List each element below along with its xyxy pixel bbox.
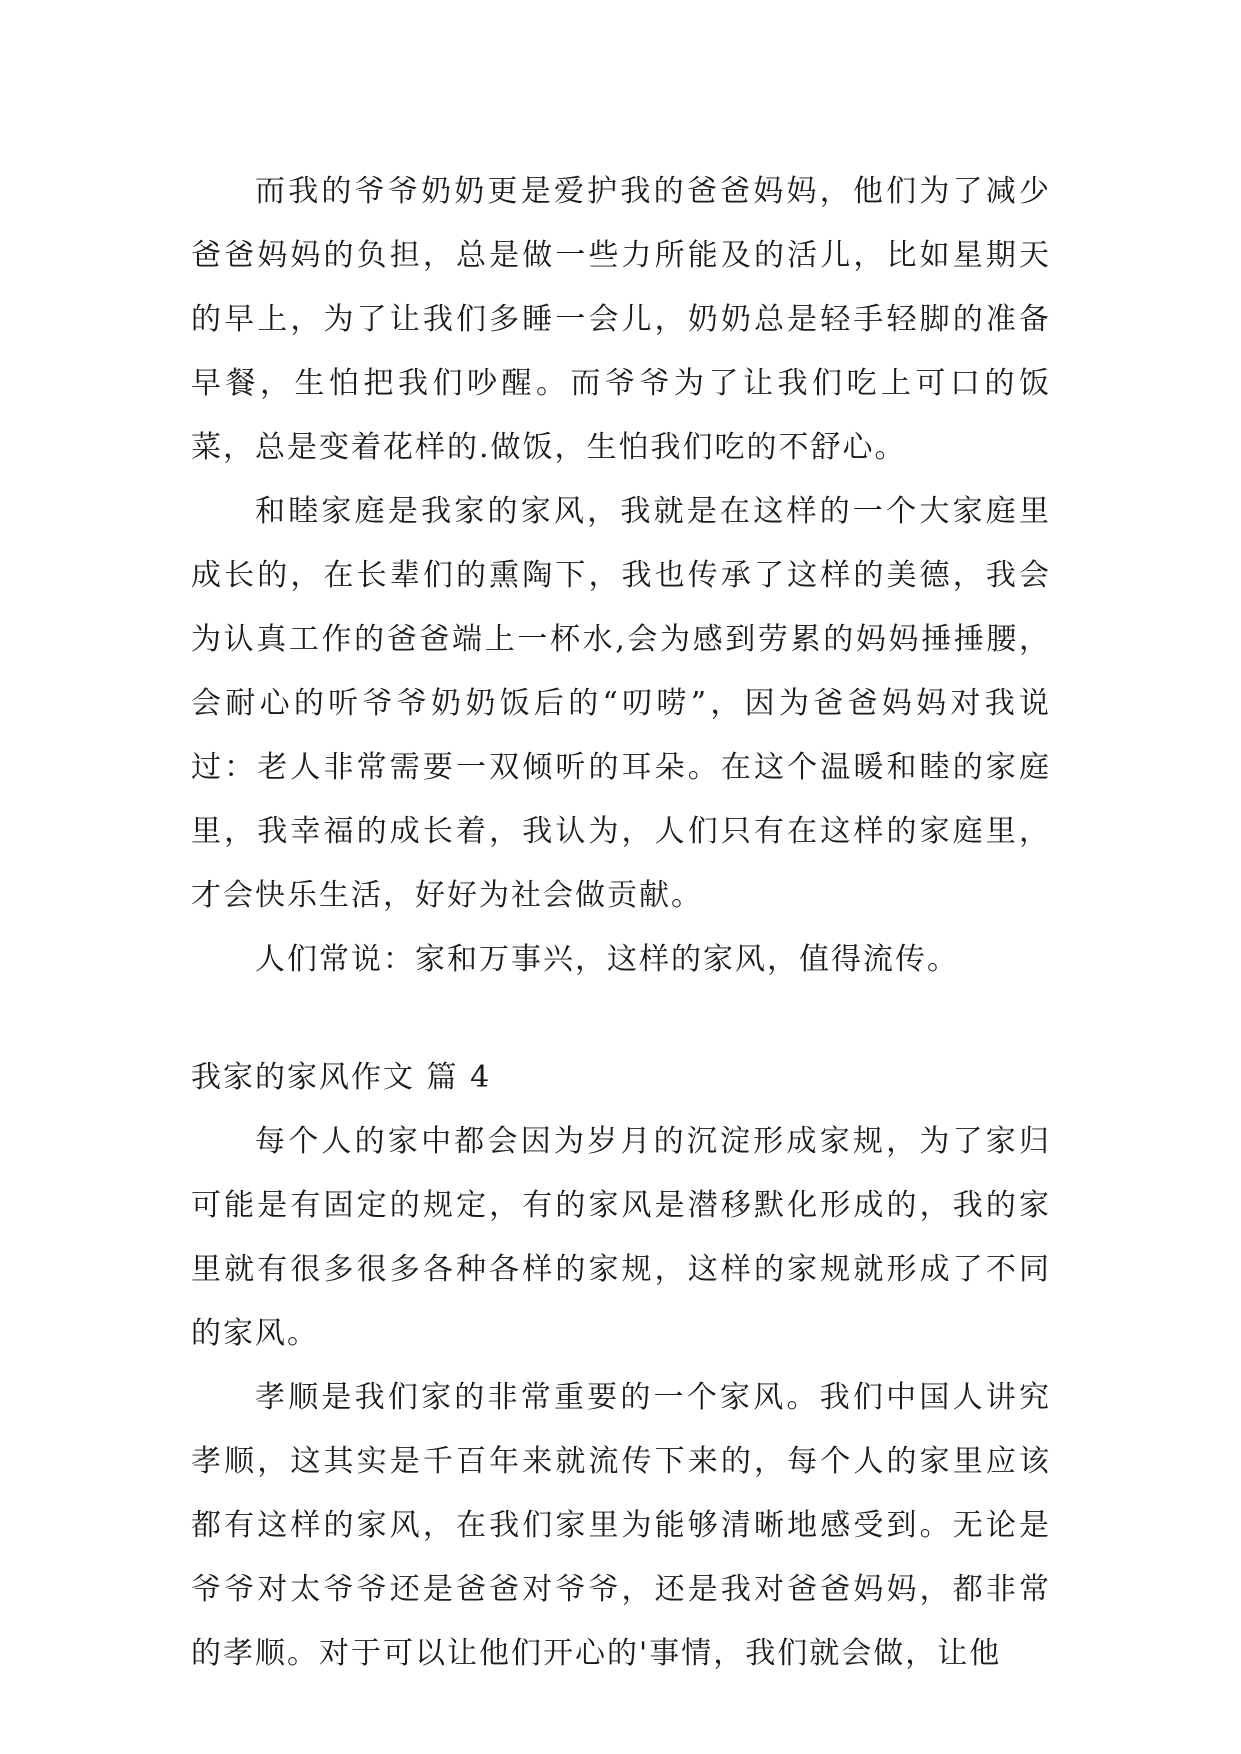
paragraph-grandparents-care: 而我的爷爷奶奶更是爱护我的爸爸妈妈，他们为了减少爸爸妈妈的负担，总是做一些力所能及的活儿，比如星期天的早上，为了让我们多睡一会儿，奶奶总是轻手轻脚的准备早餐，生怕把我们吵醒。而爷爷为了让我们吃上可口的饭菜，总是变着花样的.做饭，生怕我们吃的不舒心。 [191, 174, 1051, 465]
section-title: 我家的家风作文 篇 4 [191, 1060, 492, 1095]
paragraph-filial-piety: 孝顺是我们家的非常重要的一个家风。我们中国人讲究孝顺，这其实是千百年来就流传下来的，每个人的家里应该都有这样的家风，在我们家里为能够清晰地感受到。无论是爷爷对太爷爷还是爸爸对爷爷，还是我对爸爸妈妈，都非常的孝顺。对于可以让他们开心的'事情，我们就会做，让他 [191, 1380, 1051, 1671]
paragraph-harmonious-family: 和睦家庭是我家的家风，我就是在这样的一个大家庭里成长的，在长辈们的熏陶下，我也传承了这样的美德，我会为认真工作的爸爸端上一杯水,会为感到劳累的妈妈捶捶腰，会耐心的听爷爷奶奶饭后的“叨唠”，因为爸爸妈妈对我说过：老人非常需要一双倾听的耳朵。在这个温暖和睦的家庭里，我幸福的成长着，我认为，人们只有在这样的家庭里，才会快乐生活，好好为社会做贡献。 [191, 494, 1051, 913]
paragraph-family-rules: 每个人的家中都会因为岁月的沉淀形成家规，为了家归可能是有固定的规定，有的家风是潜移默化形成的，我的家里就有很多很多各种各样的家规，这样的家规就形成了不同的家风。 [191, 1124, 1051, 1351]
paragraph-saying: 人们常说：家和万事兴，这样的家风，值得流传。 [255, 942, 959, 977]
section-spacer [191, 992, 1051, 1046]
document-body [191, 160, 1051, 1686]
